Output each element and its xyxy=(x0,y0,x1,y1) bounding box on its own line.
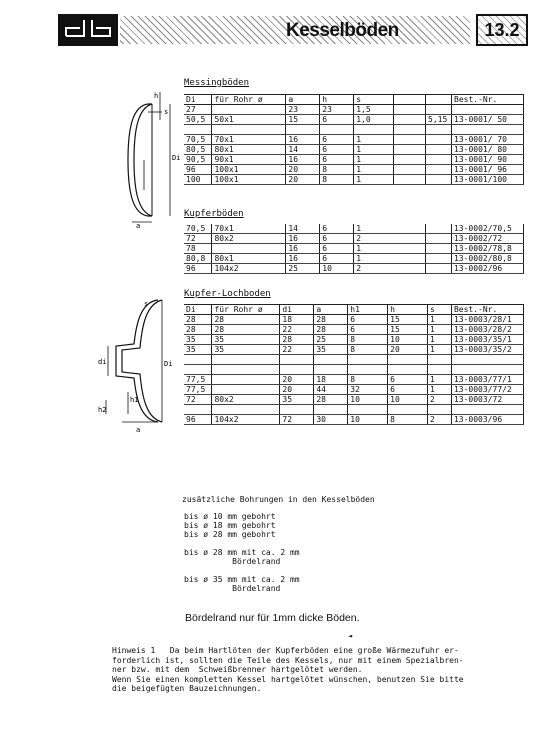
column-header: Best.-Nr. xyxy=(452,95,524,105)
note-line: bis ø 28 mm mit ca. 2 mm xyxy=(184,548,300,557)
table-cell: 23 xyxy=(320,105,354,115)
table-cell: 1 xyxy=(428,335,452,345)
table-cell xyxy=(212,125,286,135)
table-cell: 1 xyxy=(428,385,452,395)
table-row xyxy=(184,175,524,185)
table-cell: 80x2 xyxy=(212,234,286,244)
table-cell: 13-0003/35/2 xyxy=(451,345,523,355)
table-cell: 13-0002/72 xyxy=(451,234,523,244)
table-cell: 6 xyxy=(320,155,354,165)
table-cell xyxy=(451,405,523,415)
messing-profile-figure xyxy=(118,90,180,234)
table-cell xyxy=(212,405,280,415)
kupfer-table xyxy=(184,224,524,274)
table-row xyxy=(184,355,524,365)
lochboden-profile-figure xyxy=(96,296,176,440)
table-cell xyxy=(394,155,426,165)
table-cell xyxy=(388,405,428,415)
bohrungen-notes xyxy=(182,495,375,593)
table-cell: 25 xyxy=(286,264,320,274)
table-cell: 100 xyxy=(184,175,212,185)
table-cell: 100x1 xyxy=(212,175,286,185)
table-cell: 6 xyxy=(320,254,354,264)
table-cell xyxy=(280,365,314,375)
table-cell: 22 xyxy=(280,345,314,355)
table-cell: 6 xyxy=(388,375,428,385)
table-cell: 10 xyxy=(388,395,428,405)
kupfer-title: Kupferböden xyxy=(184,209,244,219)
table-cell: 1,5 xyxy=(354,105,394,115)
column-header: di xyxy=(280,305,314,315)
column-header: für Rohr ø xyxy=(212,95,286,105)
table-cell: 2 xyxy=(354,234,426,244)
table-cell xyxy=(280,405,314,415)
table-row xyxy=(184,405,524,415)
column-header: s xyxy=(428,305,452,315)
table-cell: 1 xyxy=(354,155,394,165)
table-cell: 13-0001/ 70 xyxy=(452,135,524,145)
table-cell: 16 xyxy=(286,155,320,165)
table-cell: 22 xyxy=(280,325,314,335)
column-header: a xyxy=(314,305,348,315)
table-cell: 13-0002/80,8 xyxy=(451,254,523,264)
table-cell xyxy=(428,355,452,365)
loch-table xyxy=(184,304,524,425)
table-cell xyxy=(184,125,212,135)
table-cell: 13-0003/72 xyxy=(451,395,523,405)
table-cell: 6 xyxy=(320,224,354,234)
column-header: für Rohr ø xyxy=(212,305,280,315)
table-cell xyxy=(426,105,452,115)
table-cell: 15 xyxy=(388,325,428,335)
column-header xyxy=(394,95,426,105)
note-line: bis ø 18 mm gebohrt xyxy=(184,521,276,530)
margin-mark: ◄ xyxy=(348,632,353,640)
table-cell: 35 xyxy=(280,395,314,405)
table-cell xyxy=(394,115,426,125)
table-cell: 1 xyxy=(354,254,426,264)
table-row xyxy=(184,125,524,135)
table-cell: 2 xyxy=(428,395,452,405)
table-cell: 10 xyxy=(388,335,428,345)
table-cell: 96 xyxy=(184,165,212,175)
bordelrand-note: Bördelrand nur für 1mm dicke Böden. xyxy=(185,612,360,624)
table-cell xyxy=(426,155,452,165)
table-cell xyxy=(426,125,452,135)
table-cell: 13-0001/100 xyxy=(452,175,524,185)
table-cell xyxy=(184,355,212,365)
table-cell xyxy=(212,385,280,395)
table-cell xyxy=(394,175,426,185)
table-cell xyxy=(426,234,452,244)
table-row xyxy=(184,105,524,115)
table-cell xyxy=(394,165,426,175)
table-cell: 2 xyxy=(354,264,426,274)
label-h1: h1 xyxy=(130,396,139,404)
table-cell: 13-0003/96 xyxy=(451,415,523,425)
table-cell: 35 xyxy=(212,345,280,355)
table-cell: 96 xyxy=(184,264,212,274)
table-cell: 35 xyxy=(314,345,348,355)
table-cell xyxy=(394,125,426,135)
table-cell: 2 xyxy=(428,415,452,425)
table-cell: 70x1 xyxy=(212,224,286,234)
note-line: Bördelrand xyxy=(184,584,281,593)
column-header: Di xyxy=(184,305,212,315)
table-cell: 10 xyxy=(348,415,388,425)
table-cell: 6 xyxy=(320,135,354,145)
table-cell: 16 xyxy=(286,244,320,254)
table-cell: 20 xyxy=(280,385,314,395)
table-cell: 6 xyxy=(320,234,354,244)
table-cell: 6 xyxy=(348,325,388,335)
table-cell xyxy=(428,405,452,415)
table-cell: 104x2 xyxy=(212,415,280,425)
table-cell: 1 xyxy=(428,315,452,325)
table-cell: 1 xyxy=(354,175,394,185)
table-cell: 13-0003/28/1 xyxy=(451,315,523,325)
table-cell xyxy=(452,105,524,115)
table-cell xyxy=(388,365,428,375)
table-cell: 20 xyxy=(280,375,314,385)
table-cell: 13-0003/28/2 xyxy=(451,325,523,335)
table-cell: 25 xyxy=(314,335,348,345)
note-line xyxy=(184,539,375,548)
table-cell: 13-0003/35/1 xyxy=(451,335,523,345)
table-cell xyxy=(212,355,280,365)
table-cell: 104x2 xyxy=(212,264,286,274)
table-cell xyxy=(426,165,452,175)
table-cell: 1 xyxy=(428,345,452,355)
table-cell: 27 xyxy=(184,105,212,115)
table-cell: 1 xyxy=(354,165,394,175)
table-cell: 70x1 xyxy=(212,135,286,145)
table-cell: 23 xyxy=(286,105,320,115)
column-header: h xyxy=(388,305,428,315)
table-cell: 8 xyxy=(348,375,388,385)
column-header: h1 xyxy=(348,305,388,315)
table-cell xyxy=(314,405,348,415)
label-h: h xyxy=(154,92,159,100)
table-cell: 70,5 xyxy=(184,224,212,234)
table-cell: 16 xyxy=(286,234,320,244)
table-row xyxy=(184,375,524,385)
label-h2: h2 xyxy=(98,406,107,414)
table-cell xyxy=(426,135,452,145)
page-header xyxy=(58,14,528,46)
table-cell: 20 xyxy=(286,165,320,175)
table-row xyxy=(184,224,524,234)
table-cell: 70,5 xyxy=(184,135,212,145)
table-cell: 13-0001/ 90 xyxy=(452,155,524,165)
table-cell xyxy=(286,125,320,135)
table-cell xyxy=(426,224,452,234)
table-cell xyxy=(451,355,523,365)
table-cell xyxy=(428,365,452,375)
column-header: a xyxy=(286,95,320,105)
table-cell: 28 xyxy=(314,395,348,405)
table-cell: 78 xyxy=(184,244,212,254)
table-cell: 6 xyxy=(320,115,354,125)
table-cell: 44 xyxy=(314,385,348,395)
table-cell: 13-0002/70,5 xyxy=(451,224,523,234)
table-cell: 5,15 xyxy=(426,115,452,125)
column-header: h xyxy=(320,95,354,105)
table-cell: 28 xyxy=(212,325,280,335)
table-cell: 13-0001/ 96 xyxy=(452,165,524,175)
hint-line: Hinweis 1 Da beim Hartlöten der Kupferböden eine große Wärmezufuhr er- xyxy=(112,646,459,655)
label-s: s xyxy=(164,108,169,116)
label-a: a xyxy=(136,222,141,230)
table-row xyxy=(184,385,524,395)
table-row xyxy=(184,365,524,375)
table-cell: 50,5 xyxy=(184,115,212,125)
table-cell xyxy=(426,175,452,185)
table-cell: 20 xyxy=(286,175,320,185)
table-cell: 1 xyxy=(428,325,452,335)
table-row xyxy=(184,335,524,345)
table-cell: 8 xyxy=(388,415,428,425)
table-cell xyxy=(426,254,452,264)
note-line: bis ø 28 mm gebohrt xyxy=(184,530,276,539)
table-cell: 28 xyxy=(314,325,348,335)
table-cell: 8 xyxy=(320,165,354,175)
table-cell: 13-0001/ 80 xyxy=(452,145,524,155)
hint-line: Wenn Sie einen kompletten Kessel hartgelötet wünschen, benutzen Sie bitte xyxy=(112,674,464,684)
table-cell xyxy=(212,244,286,254)
table-row xyxy=(184,135,524,145)
table-cell xyxy=(212,375,280,385)
table-cell: 15 xyxy=(388,315,428,325)
notes-title: zusätzliche Bohrungen in den Kesselböden xyxy=(182,495,375,504)
hint-line: die beigefügten Bauzeichnungen. xyxy=(112,684,262,693)
table-cell: 1 xyxy=(354,224,426,234)
table-cell: 13-0002/96 xyxy=(451,264,523,274)
note-line: Bördelrand xyxy=(184,557,281,566)
table-cell: 1 xyxy=(428,375,452,385)
table-cell xyxy=(314,355,348,365)
table-row xyxy=(184,254,524,264)
hint-line: forderlich ist, sollten die Teile des Kessels, nur mit einem Spezialbren- xyxy=(112,655,464,665)
hinweis-block xyxy=(112,646,464,694)
table-cell xyxy=(426,145,452,155)
column-header: Best.-Nr. xyxy=(451,305,523,315)
label-di: Di xyxy=(172,154,180,162)
table-row xyxy=(184,165,524,175)
table-row xyxy=(184,244,524,254)
loch-title: Kupfer-Lochboden xyxy=(184,289,271,299)
label-s2: s xyxy=(144,300,149,308)
table-cell xyxy=(354,125,394,135)
table-cell xyxy=(348,365,388,375)
table-cell: 100x1 xyxy=(212,165,286,175)
table-cell: 72 xyxy=(184,395,212,405)
table-cell xyxy=(388,355,428,365)
label-a2: a xyxy=(136,426,141,434)
table-cell: 13-0003/77/2 xyxy=(451,385,523,395)
column-header: Di xyxy=(184,95,212,105)
table-cell: 14 xyxy=(286,145,320,155)
table-cell: 16 xyxy=(286,254,320,264)
table-cell xyxy=(394,105,426,115)
table-cell xyxy=(280,355,314,365)
table-cell: 50x1 xyxy=(212,115,286,125)
table-cell: 30 xyxy=(314,415,348,425)
hint-line: ner bzw. mit dem Schweißbrenner hartgelötet werden. xyxy=(112,665,363,674)
table-row xyxy=(184,155,524,165)
table-cell: 28 xyxy=(314,315,348,325)
table-cell: 32 xyxy=(348,385,388,395)
table-cell xyxy=(451,365,523,375)
table-cell: 35 xyxy=(212,335,280,345)
table-cell xyxy=(394,145,426,155)
label-di-small: di xyxy=(98,358,107,366)
table-cell: 28 xyxy=(212,315,280,325)
table-cell xyxy=(184,365,212,375)
table-cell: 1,0 xyxy=(354,115,394,125)
messing-table xyxy=(184,94,524,185)
table-row xyxy=(184,415,524,425)
table-cell: 16 xyxy=(286,135,320,145)
table-cell: 1 xyxy=(354,244,426,254)
table-cell: 20 xyxy=(388,345,428,355)
note-line: bis ø 10 mm gebohrt xyxy=(184,512,276,521)
table-header-row xyxy=(184,305,524,315)
notes-lines xyxy=(182,512,375,593)
table-cell: 28 xyxy=(184,315,212,325)
table-header-row xyxy=(184,95,524,105)
table-cell: 8 xyxy=(348,345,388,355)
table-row xyxy=(184,264,524,274)
table-cell: 96 xyxy=(184,415,212,425)
table-cell: 80x1 xyxy=(212,145,286,155)
table-row xyxy=(184,145,524,155)
table-cell xyxy=(348,355,388,365)
table-cell: 6 xyxy=(320,145,354,155)
table-cell xyxy=(394,135,426,145)
column-header xyxy=(426,95,452,105)
table-cell xyxy=(426,244,452,254)
note-line xyxy=(184,566,375,575)
table-cell: 10 xyxy=(320,264,354,274)
table-cell: 6 xyxy=(348,315,388,325)
table-row xyxy=(184,115,524,125)
table-row xyxy=(184,345,524,355)
label-di-large: Di xyxy=(164,360,173,368)
page-title: Kesselböden xyxy=(286,20,399,41)
table-cell: 13-0001/ 50 xyxy=(452,115,524,125)
table-cell xyxy=(452,125,524,135)
db-logo-icon xyxy=(58,14,118,46)
table-cell xyxy=(314,365,348,375)
table-cell: 18 xyxy=(314,375,348,385)
table-cell: 77,5 xyxy=(184,385,212,395)
table-cell: 6 xyxy=(388,385,428,395)
table-cell: 13-0002/78,8 xyxy=(451,244,523,254)
table-cell: 80,8 xyxy=(184,254,212,264)
table-cell: 10 xyxy=(348,395,388,405)
note-line: bis ø 35 mm mit ca. 2 mm xyxy=(184,575,300,584)
table-row xyxy=(184,234,524,244)
table-cell: 1 xyxy=(354,145,394,155)
table-cell xyxy=(212,365,280,375)
table-cell: 8 xyxy=(348,335,388,345)
table-cell: 90x1 xyxy=(212,155,286,165)
table-cell xyxy=(212,105,286,115)
table-cell: 72 xyxy=(280,415,314,425)
table-row xyxy=(184,395,524,405)
page-number: 13.2 xyxy=(476,14,528,46)
table-cell: 28 xyxy=(280,335,314,345)
table-cell: 1 xyxy=(354,135,394,145)
table-cell: 18 xyxy=(280,315,314,325)
table-cell: 35 xyxy=(184,335,212,345)
table-cell: 13-0003/77/1 xyxy=(451,375,523,385)
table-cell: 77,5 xyxy=(184,375,212,385)
column-header: s xyxy=(354,95,394,105)
table-cell: 15 xyxy=(286,115,320,125)
table-cell: 80x1 xyxy=(212,254,286,264)
table-cell: 90,5 xyxy=(184,155,212,165)
table-cell: 6 xyxy=(320,244,354,254)
table-cell: 8 xyxy=(320,175,354,185)
table-cell: 28 xyxy=(184,325,212,335)
table-cell: 80,5 xyxy=(184,145,212,155)
table-cell: 72 xyxy=(184,234,212,244)
table-row xyxy=(184,325,524,335)
table-cell xyxy=(184,405,212,415)
table-cell: 14 xyxy=(286,224,320,234)
table-cell xyxy=(320,125,354,135)
table-cell: 80x2 xyxy=(212,395,280,405)
table-cell: 35 xyxy=(184,345,212,355)
table-row xyxy=(184,315,524,325)
table-cell xyxy=(426,264,452,274)
table-cell xyxy=(348,405,388,415)
messing-title: Messingböden xyxy=(184,78,250,88)
